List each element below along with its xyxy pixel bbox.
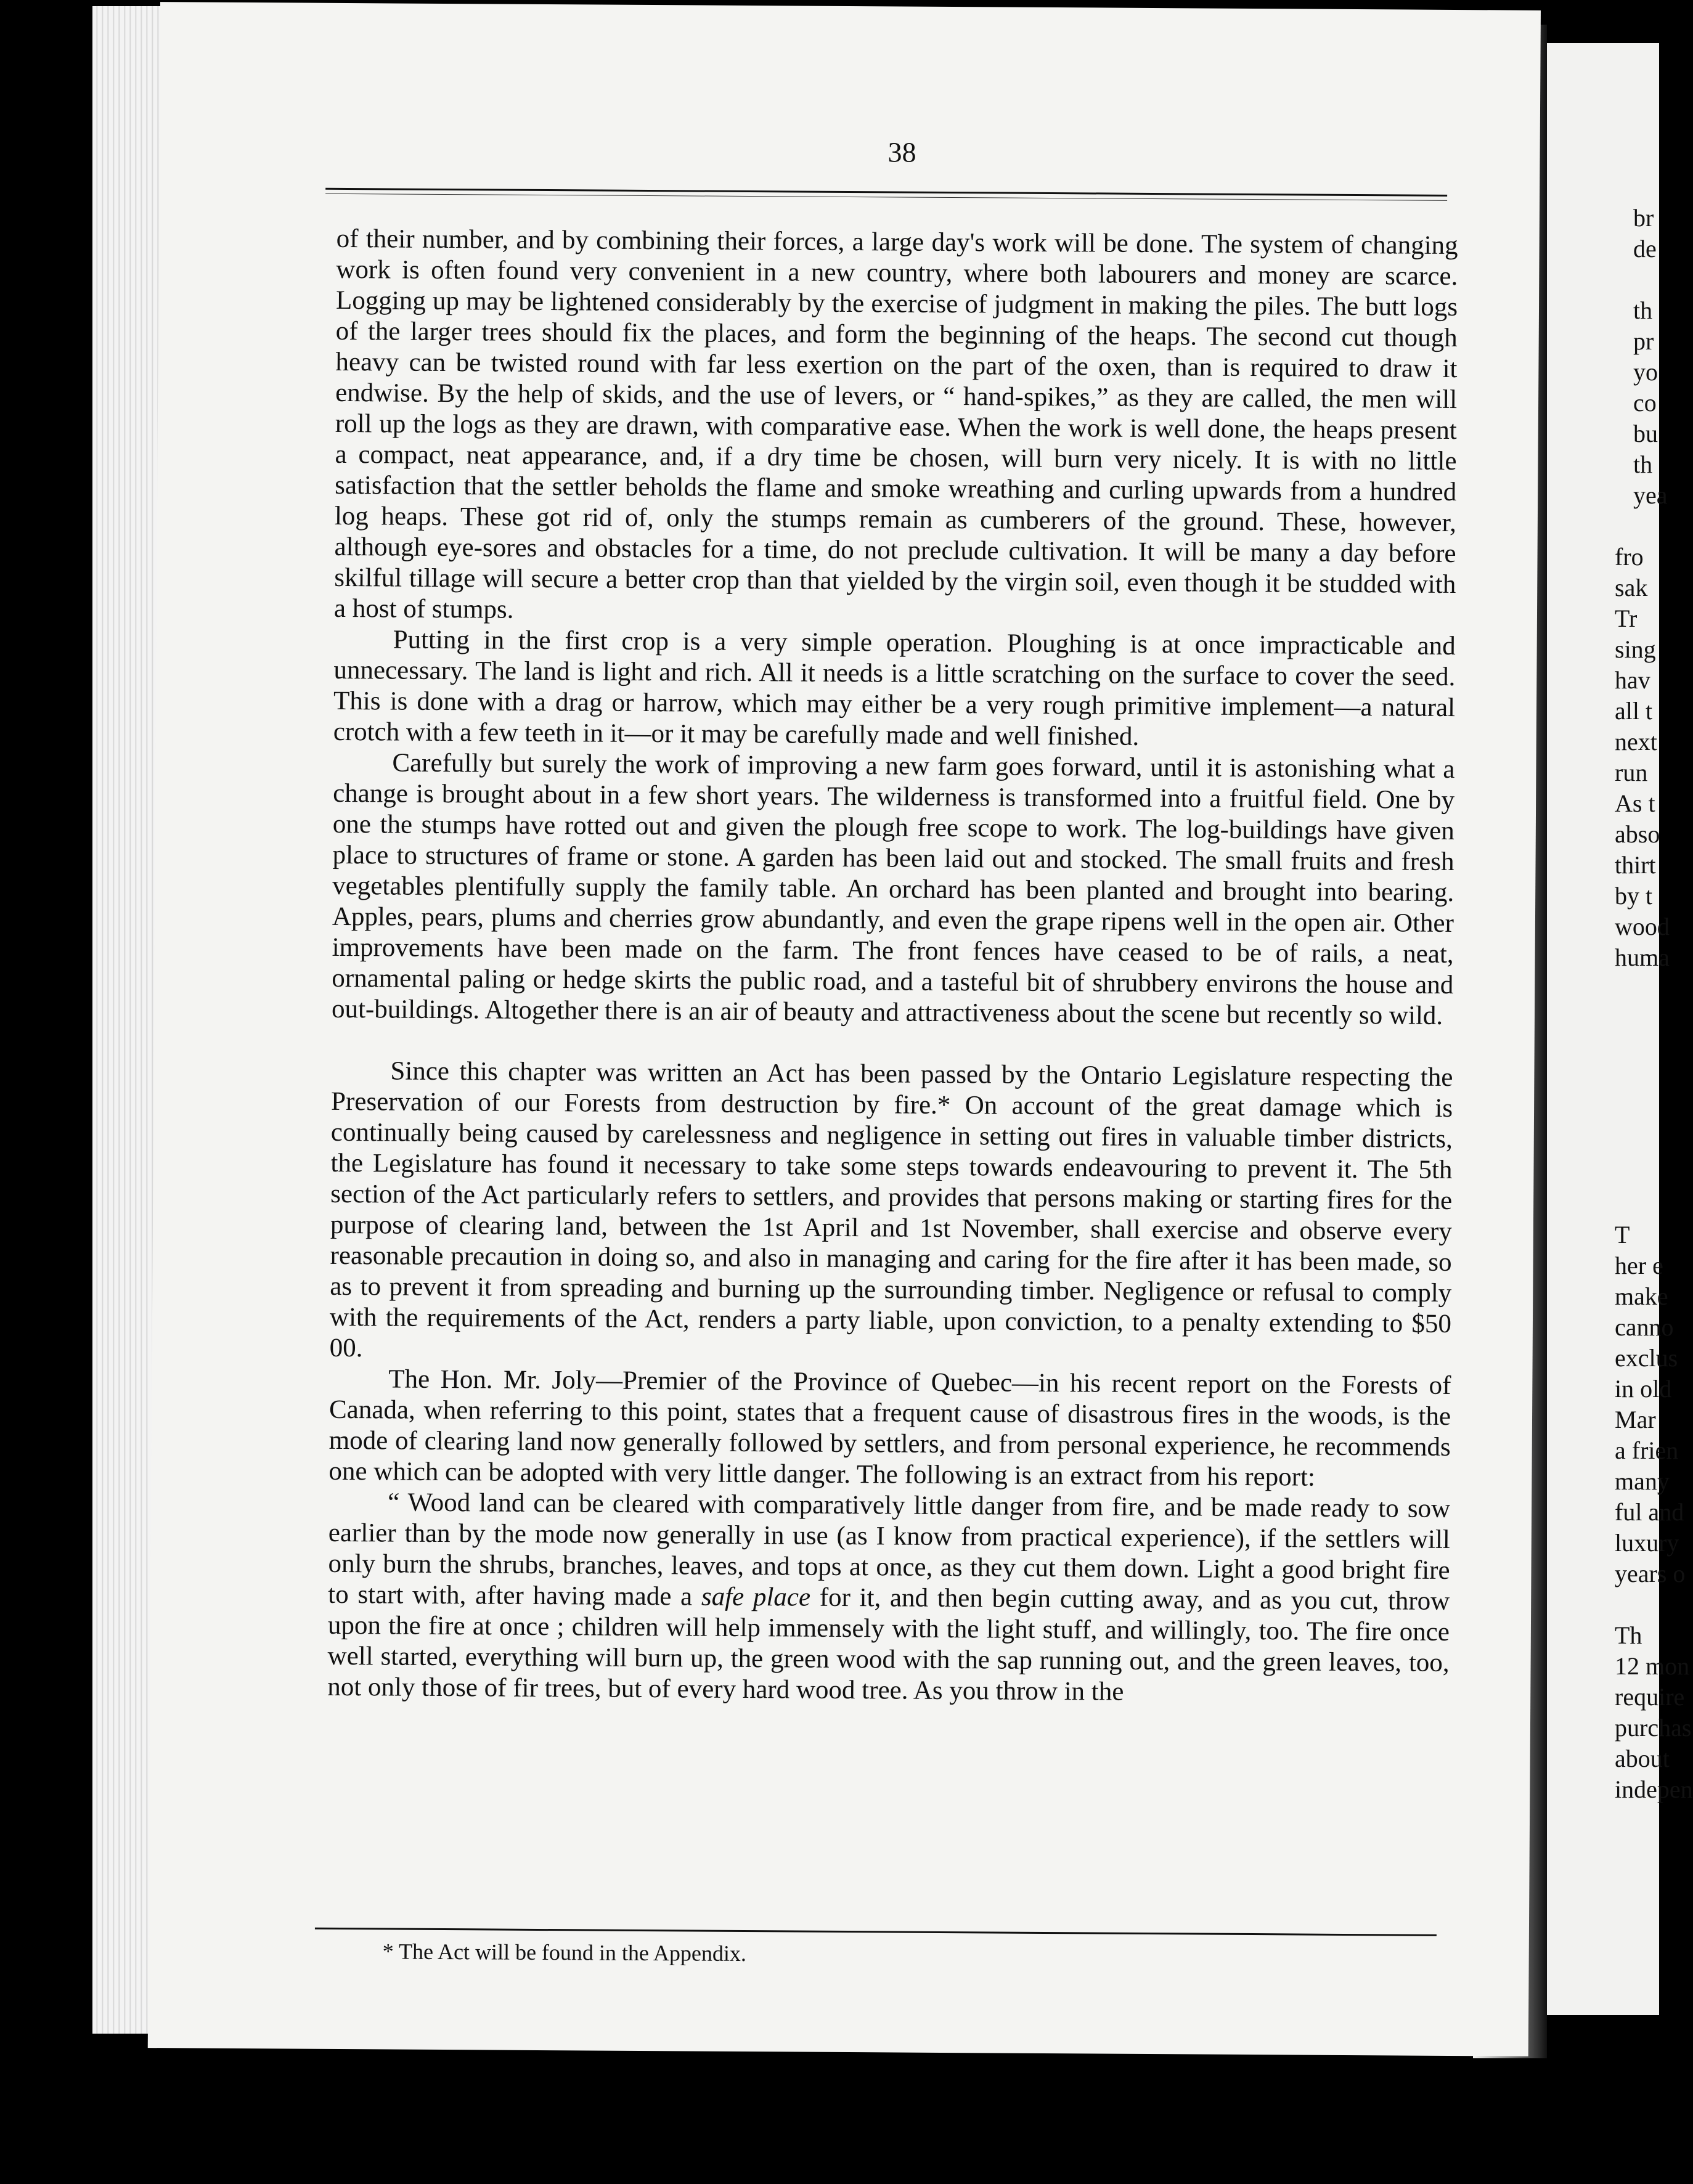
facing-page-fragment: next xyxy=(1615,728,1657,756)
facing-page-fragment: many xyxy=(1615,1467,1670,1495)
facing-page-fragment: all t xyxy=(1615,697,1653,725)
facing-page-fragment: fro xyxy=(1615,543,1644,571)
paragraph: Since this chapter was written an Act has been passed by the Ontario Legislature respecting the Preservation of our Forests from destruction by fire.* On account of the great damage which is continually being caused by carelessness and negligence in setting out fires in valuable timber districts, the Legislature has found it necessary to take some steps towards endeavouring to prevent it. The 5th section of the Act particularly refers to settlers, and provides that persons making or starting fires for the purpose of clearing land, between the 1st April and 1st November, shall exercise and observe every reasonable precaution in doing so, and also in managing and caring for the fire after it has been made, so as to prevent it from spreading and burning up the surrounding timber. Negligence or refusal to comply with the requirements of the Act, renders a party liable, upon conviction, to a penalty extending to $50 00. xyxy=(329,1056,1453,1363)
facing-page-fragment: br xyxy=(1633,204,1654,232)
facing-page-fragment: Mar xyxy=(1615,1406,1656,1433)
facing-page-fragment: require xyxy=(1615,1683,1685,1711)
facing-page-fragment: yo xyxy=(1633,358,1658,386)
facing-page-fragment: co xyxy=(1633,389,1657,417)
facing-page-fragment: about xyxy=(1615,1745,1670,1772)
facing-page-fragment: purchas xyxy=(1615,1714,1692,1742)
facing-page-fragment: run xyxy=(1615,759,1648,786)
facing-page-fragment: abso xyxy=(1615,820,1660,848)
facing-page-fragment: thirt xyxy=(1615,851,1656,879)
facing-page-fragment: yea xyxy=(1633,481,1668,509)
facing-page xyxy=(1541,43,1693,2015)
body-text xyxy=(327,224,1458,1709)
paragraph: The Hon. Mr. Joly—Premier of the Province of Quebec—in his recent report on the Forests of Canada, when referring to this point, states that a frequent cause of disastrous fires in the woods, is the mode of clearing land now generally followed by settlers, and from personal experience, he recommends one which can be adopted with very little danger. The following is an extract from his report: xyxy=(328,1364,1451,1492)
paragraph: Carefully but surely the work of improving a new farm goes forward, until it is astonishing what a change is brought about in a few short years. The wilderness is transformed into a fruitful field. One by one the stumps have rotted out and given the plough free scope to work. The log-buildings have given place to structures of frame or stone. A garden has been laid out and stocked. The small fruits and fresh vegetables plentifully supply the family table. An orchard has been planted and brought into bearing. Apples, pears, plums and cherries grow abundantly, and even the grape ripens well in the open air. Other improvements have been made on the farm. The front fences have ceased to be of rails, a neat, ornamental paling or hedge skirts the public road, and a tasteful bit of shrubbery environs the house and out-buildings. Altogether there is an air of beauty and attractiveness about the scene but recently so wild. xyxy=(331,748,1455,1030)
book-page xyxy=(148,2,1541,2056)
quote-emphasis: safe place xyxy=(701,1582,811,1612)
facing-page-fragment: years o xyxy=(1615,1560,1686,1587)
facing-page-fragment: exclus xyxy=(1615,1344,1678,1372)
facing-page-fragment: th xyxy=(1633,296,1653,324)
facing-page-fragment: sing xyxy=(1615,635,1656,663)
facing-page-fragment: by t xyxy=(1615,882,1653,910)
facing-page-fragment: her e xyxy=(1615,1252,1663,1279)
facing-page-fragment: Tr xyxy=(1615,605,1638,632)
facing-page-fragment: indepen xyxy=(1615,1775,1693,1803)
facing-page-fragment: sak xyxy=(1615,574,1648,601)
facing-page-fragment: huma xyxy=(1615,943,1670,971)
quote-text: “ Wood land can be cleared with comparatively little danger from fire, and be made ready to sow earlier than by the mode now generally in use (as I know from practical experience), if the settlers will only burn the shrubs, branches, leaves, and tops at once, as they cut them down. Light a good bright fire to start with, after having made a xyxy=(328,1488,1451,1612)
facing-page-fragment: pr xyxy=(1633,327,1654,355)
facing-page-fragment: ful and xyxy=(1615,1498,1684,1526)
page-number: 38 xyxy=(887,136,916,168)
facing-page-fragment: T xyxy=(1615,1221,1630,1249)
footnote: * The Act will be found in the Appendix. xyxy=(382,1939,747,1966)
facing-page-fragment: 12 mon xyxy=(1615,1652,1690,1680)
facing-page-fragment: in old xyxy=(1615,1375,1672,1403)
facing-page-fragment: canno xyxy=(1615,1313,1674,1341)
facing-page-fragment: a frien xyxy=(1615,1436,1679,1464)
facing-page-fragment: hav xyxy=(1615,666,1650,694)
facing-page-fragment: make xyxy=(1615,1282,1668,1310)
facing-page-fragment: wood xyxy=(1615,913,1670,940)
facing-page-fragment: th xyxy=(1633,450,1653,478)
facing-page-fragment: luxury xyxy=(1615,1529,1679,1557)
quote-text: for it, and then begin cutting away, and as you cut, throw upon the fire at once ; children will help immensely with the light stuff, and willingly, too. The fire once well started, everything will burn up, the green wood with the sap running out, and the green leaves, too, not only those of fir trees, but of every hard wood tree. As you throw in the xyxy=(327,1583,1450,1706)
quoted-extract xyxy=(327,1487,1450,1709)
facing-page-fragment: bu xyxy=(1633,420,1658,447)
paragraph: Putting in the first crop is a very simple operation. Ploughing is at once impracticable and unnecessary. The land is light and rich. All it needs is a little scratching on the surface to cover the seed. This is done with a drag or harrow, which may either be a very rough primitive implement—a natural crotch with a few teeth in it—or it may be carefully made and well finished. xyxy=(333,625,1456,751)
paragraph: of their number, and by combining their forces, a large day's work will be done. The system of changing work is often found very convenient in a new country, where both labourers and money are scarce. Logging up may be lightened considerably by the exercise of judgment in making the piles. The butt logs of the larger trees should fix the places, and form the beginning of the heaps. The second cut though heavy can be twisted round with far less exertion on the part of the oxen, than is required to draw it endwise. By the help of skids, and the use of levers, or “ hand-spikes,” as they are called, the men will roll up the logs as they are drawn, with comparative ease. When the work is well done, the heaps present a compact, neat appearance, and, if a dry time be chosen, will burn very nicely. It is with no little satisfaction that the settler beholds the flame and smoke wreathing and curling upwards from a hundred log heaps. These got rid of, only the stumps remain as cumberers of the ground. These, however, although eye-sores and obstacles for a time, do not preclude cultivation. It will be many a day before skilful tillage will secure a better crop than that yielded by the virgin soil, even though it be studded with a host of stumps. xyxy=(333,224,1458,624)
header-rule xyxy=(325,188,1447,201)
facing-page-fragment: Th xyxy=(1615,1621,1642,1649)
facing-page-fragment: As t xyxy=(1615,789,1655,817)
facing-page-fragment: de xyxy=(1633,235,1657,263)
footnote-rule xyxy=(315,1928,1437,1936)
